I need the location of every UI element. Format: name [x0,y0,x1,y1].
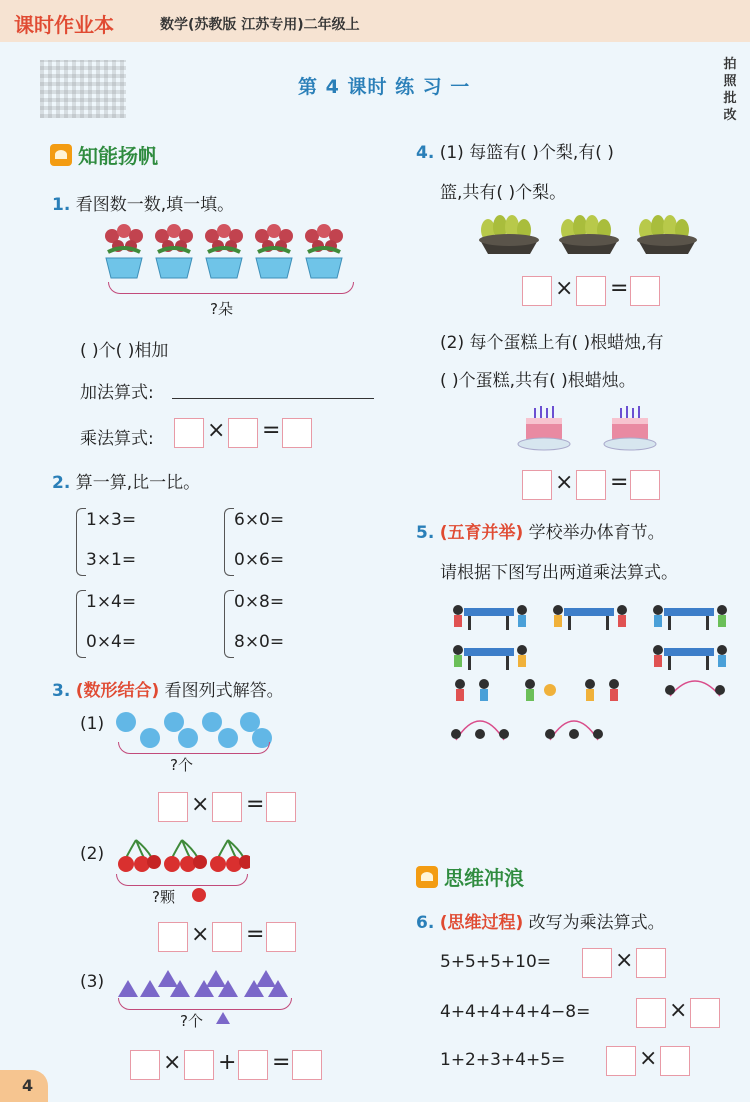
section-knowledge [50,140,158,169]
q1-brace-label: ?朵 [210,300,233,318]
cherry-icon [118,840,161,872]
answer-box[interactable] [292,1050,322,1080]
equals-sign: = [246,922,265,947]
q3-prompt [52,676,284,701]
bracket [224,508,234,576]
jump-rope-icon [451,721,603,740]
q2-prompt [52,468,200,493]
times-sign: × [555,276,574,301]
times-sign: × [639,1046,658,1071]
equals-sign: = [610,470,629,495]
calc-item[interactable]: 8×0= [234,632,285,652]
answer-box[interactable] [238,1050,268,1080]
book-subtitle: 数学(苏教版 江苏专用)二年级上 [160,17,360,33]
times-sign: × [163,1050,182,1075]
answer-box[interactable] [606,1046,636,1076]
section-title: 知能扬帆 [78,144,158,168]
q1-mul-label: 乘法算式: [80,429,154,449]
book-title: 课时作业本 [14,13,114,37]
answer-box[interactable] [690,998,720,1028]
equals-sign: = [262,418,281,443]
brace [108,282,354,294]
answer-box[interactable] [630,470,660,500]
circle-icon [202,712,222,732]
q4-line3: (2) 每个蛋糕上有( )根蜡烛,有 [440,333,664,353]
q1-fill-line: ( )个( )相加 [80,341,169,361]
q5-number: 5. [416,523,435,543]
equals-sign: = [272,1050,291,1075]
pear-baskets-illustration [478,212,702,258]
answer-box[interactable] [130,1050,160,1080]
q1-text: 看图数一数,填一填。 [75,195,235,215]
answer-box[interactable] [184,1050,214,1080]
times-sign: × [191,792,210,817]
answer-box[interactable] [158,792,188,822]
cakes-illustration [516,402,676,452]
answer-box[interactable] [212,792,242,822]
answer-box[interactable] [636,998,666,1028]
cherry-icon [164,840,207,872]
calc-item[interactable]: 0×6= [234,550,285,570]
ball-players-icon [455,679,725,701]
bleed-through-text [300,108,304,124]
section-title: 思维冲浪 [444,866,524,890]
triangle-icon [268,980,288,997]
q1-number: 1. [52,195,71,215]
brace [116,874,248,886]
flower-pot-icon [255,224,293,278]
calc-item[interactable]: 0×4= [86,632,137,652]
calc-item[interactable]: 0×8= [234,592,285,612]
ping-pong-table-icon [453,605,527,630]
q6-text: 改写为乘法算式。 [528,913,665,933]
ping-pong-table-icon [653,645,727,670]
flower-pot-icon [305,224,343,278]
answer-box[interactable] [522,276,552,306]
q3-part3-label: (3) [80,972,105,992]
q3-part3-brace-label: ?个 [180,1012,203,1030]
q3-part1-brace-label: ?个 [170,756,193,774]
q4-line4: ( )个蛋糕,共有( )根蜡烛。 [440,371,636,391]
q5-line2: 请根据下图写出两道乘法算式。 [440,563,678,583]
answer-box[interactable] [282,418,312,448]
basket-icon [479,215,539,254]
q6-row: 5+5+5+10= [440,952,552,972]
answer-box[interactable] [158,922,188,952]
triangle-icon [218,980,238,997]
photo-correct-tag[interactable]: 拍照批改 [723,57,737,123]
cherries-illustration [116,836,250,876]
q3-part2-label: (2) [80,844,105,864]
answer-box[interactable] [576,470,606,500]
q6-row: 1+2+3+4+5= [440,1050,566,1070]
q3-part1-label: (1) [80,714,105,734]
times-sign: × [555,470,574,495]
answer-box[interactable] [636,948,666,978]
bracket [76,508,86,576]
q5-text: 学校举办体育节。 [528,523,665,543]
ping-pong-table-icon [653,605,727,630]
answer-box[interactable] [228,418,258,448]
page-number: 4 [0,1070,48,1102]
calc-item[interactable]: 3×1= [86,550,137,570]
q6-tag: (思维过程) [439,913,524,933]
equals-sign: = [246,792,265,817]
calc-item[interactable]: 1×3= [86,510,137,530]
bracket [224,590,234,658]
cherry-icon [192,888,206,902]
times-sign: × [191,922,210,947]
brace [118,742,270,754]
basket-icon [637,215,697,254]
answer-box[interactable] [522,470,552,500]
calc-item[interactable]: 6×0= [234,510,285,530]
answer-box[interactable] [630,276,660,306]
answer-box[interactable] [174,418,204,448]
q3-part2-brace-label: ?颗 [152,888,175,906]
ping-pong-table-icon [453,645,527,670]
lesson-title: 第 4 课时 练 习 一 [298,76,471,98]
triangle-icon [216,1012,230,1024]
flower-pots-illustration [100,222,360,284]
q5-prompt [416,518,665,543]
triangle-icon [118,980,138,997]
flower-pot-icon [155,224,193,278]
q6-number: 6. [416,913,435,933]
q4-line1 [416,138,614,163]
q4-line2: 篮,共有( )个梨。 [440,183,567,203]
triangle-icon [170,980,190,997]
q4-line1-text: (1) 每篮有( )个梨,有( ) [439,143,614,163]
q3-tag: (数形结合) [75,681,160,701]
brace [118,998,292,1010]
triangle-icon [140,980,160,997]
add-answer-line[interactable] [172,398,374,399]
q3-number: 3. [52,681,71,701]
section-thinking [416,862,524,891]
q1-add-label: 加法算式: [80,383,154,403]
q4-number: 4. [416,143,435,163]
answer-box[interactable] [660,1046,690,1076]
calc-item[interactable]: 1×4= [86,592,137,612]
q2-number: 2. [52,473,71,493]
answer-box[interactable] [582,948,612,978]
cake-icon [518,406,570,450]
q3-text: 看图列式解答。 [164,681,284,701]
times-sign: × [669,998,688,1023]
ping-pong-table-icon [553,605,627,630]
answer-box[interactable] [266,922,296,952]
q2-text: 算一算,比一比。 [75,473,201,493]
answer-box[interactable] [576,276,606,306]
equals-sign: = [610,276,629,301]
answer-box[interactable] [266,792,296,822]
flower-pot-icon [205,224,243,278]
bracket [76,590,86,658]
sail-icon [50,144,72,166]
q6-prompt [416,908,665,933]
cherry-icon [210,840,250,872]
answer-box[interactable] [212,922,242,952]
q5-tag: (五育并举) [439,523,524,543]
cake-icon [604,406,656,450]
times-sign: × [207,418,226,443]
plus-sign: + [218,1050,237,1075]
q6-row: 4+4+4+4+4−8= [440,1002,591,1022]
circle-icon [116,712,136,732]
wave-icon [416,866,438,888]
times-sign: × [615,948,634,973]
sports-day-illustration [450,596,736,756]
flower-pot-icon [105,224,143,278]
q1-prompt [52,190,234,215]
basket-icon [559,215,619,254]
qr-code-icon [40,60,126,118]
